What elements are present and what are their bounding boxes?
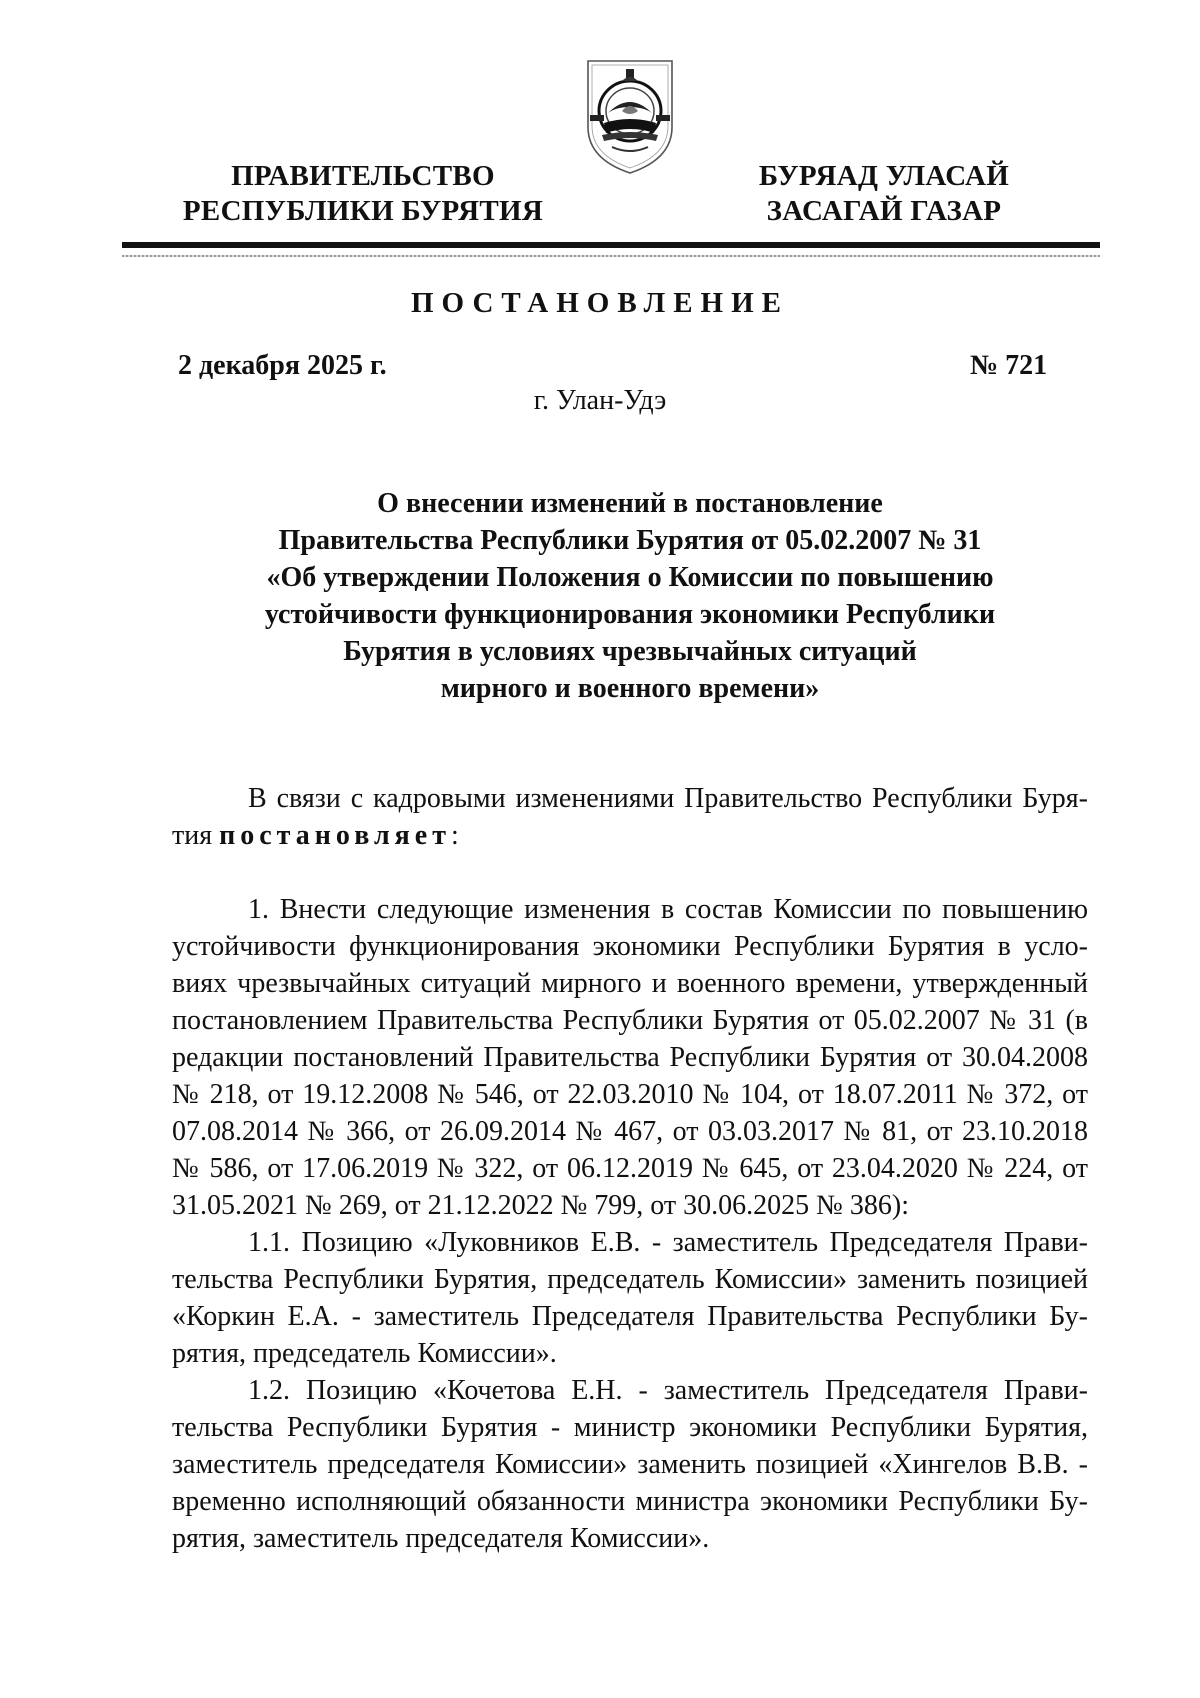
paragraph-gap	[172, 854, 1088, 891]
item-1-line: редакции постановлений Правительства Республики Бурятия от 30.04.2008	[172, 1042, 1088, 1073]
item-1-line: 31.05.2021 № 269, от 21.12.2022 № 799, от 30.06.2025 № 386):	[172, 1190, 909, 1221]
item-1-line: 1. Внести следующие изменения в состав Комиссии по повышению	[248, 894, 1088, 925]
header-divider-thick	[122, 242, 1100, 248]
item-1-1-line: 1.1. Позицию «Луковников Е.В. - заместитель Председателя Прави-	[248, 1227, 1088, 1258]
title-line: устойчивости функционирования экономики Республики	[264, 599, 996, 630]
item-1-line: № 218, от 19.12.2008 № 546, от 22.03.2010 № 104, от 18.07.2011 № 372, от	[172, 1079, 1088, 1110]
header-divider-thin	[122, 255, 1100, 257]
preamble-text: тия	[172, 820, 220, 851]
document-type: ПОСТАНОВЛЕНИЕ	[410, 287, 789, 319]
document-number: № 721	[970, 350, 1048, 381]
item-1-line: 07.08.2014 № 366, от 26.09.2014 № 467, от 03.03.2017 № 81, от 23.10.2018	[172, 1116, 1088, 1147]
item-1-2-line: 1.2. Позицию «Кочетова Е.Н. - заместитель Председателя Прави-	[248, 1375, 1088, 1406]
item-1-line: виях чрезвычайных ситуаций мирного и военного времени, утвержденный	[172, 968, 1088, 999]
org-right-line-1: БУРЯАД УЛАСАЙ	[758, 160, 1010, 192]
preamble-colon: :	[451, 820, 459, 851]
item-1-2-line: рятия, заместитель председателя Комиссии».	[172, 1523, 710, 1554]
preamble-keyword: постановляет	[219, 820, 451, 851]
item-1-1-line: рятия, председатель Комиссии».	[172, 1338, 557, 1369]
org-left-line-2: РЕСПУБЛИКИ БУРЯТИЯ	[182, 195, 544, 227]
org-left-line-1: ПРАВИТЕЛЬСТВО	[231, 160, 495, 192]
item-1-2-line: заместитель председателя Комиссии» заменить позицией «Хингелов В.В. -	[172, 1449, 1088, 1480]
item-1-line: постановлением Правительства Республики Бурятия от 05.02.2007 № 31 (в	[172, 1005, 1088, 1036]
item-1-1-line: «Коркин Е.А. - заместитель Председателя Правительства Республики Бу-	[172, 1301, 1088, 1332]
title-line: Бурятия в условиях чрезвычайных ситуаций	[343, 636, 917, 667]
item-1-2-line: тельства Республики Бурятия - министр экономики Республики Бурятия,	[172, 1412, 1088, 1443]
item-1-2-line: временно исполняющий обязанности министра экономики Республики Бу-	[172, 1486, 1088, 1517]
government-name-russian	[178, 159, 548, 229]
title-line: мирного и военного времени»	[440, 673, 820, 704]
org-right-line-2: ЗАСАГАЙ ГАЗАР	[766, 195, 1002, 227]
preamble-line: В связи с кадровыми изменениями Правительство Республики Буря-	[248, 783, 1088, 814]
document-date: 2 декабря 2025 г.	[178, 350, 387, 381]
title-line: О внесении изменений в постановление	[377, 488, 883, 519]
coat-of-arms-emblem	[582, 55, 678, 177]
government-name-buryat	[748, 159, 1020, 229]
item-1-1-line: тельства Республики Бурятия, председатель Комиссии» заменить позицией	[172, 1264, 1088, 1295]
item-1-line: устойчивости функционирования экономики Республики Бурятия в усло-	[172, 931, 1088, 962]
item-1-line: № 586, от 17.06.2019 № 322, от 06.12.2019 № 645, от 23.04.2020 № 224, от	[172, 1153, 1088, 1184]
preamble-line	[172, 817, 1088, 854]
document-body	[172, 780, 1088, 1557]
title-line: Правительства Республики Бурятия от 05.02.2007 № 31	[278, 525, 982, 556]
document-city: г. Улан-Удэ	[533, 385, 667, 416]
document-title	[200, 485, 1060, 707]
title-line: «Об утверждении Положения о Комиссии по повышению	[266, 562, 994, 593]
